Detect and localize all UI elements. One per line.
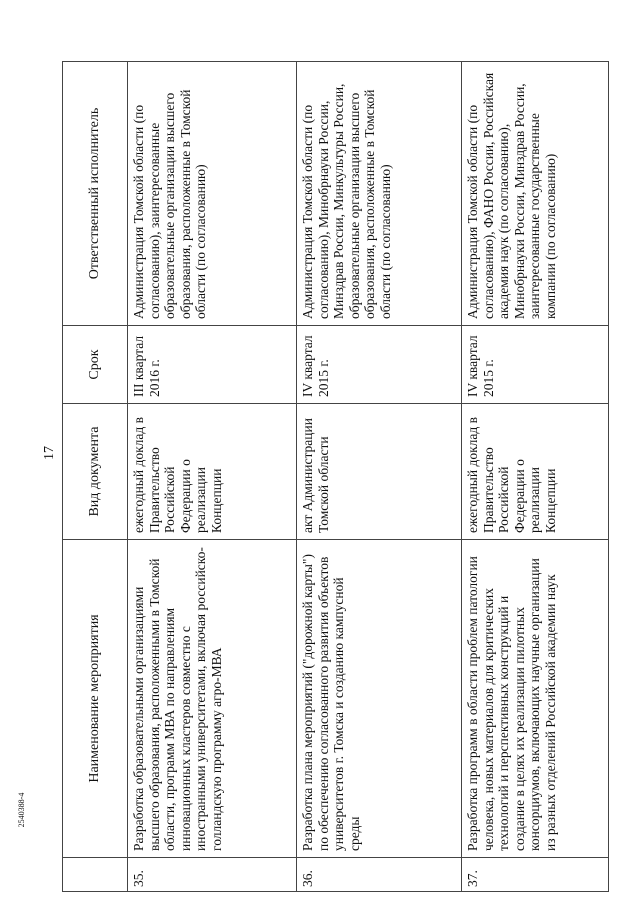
measure-name: Разработка программ в области проблем патологии человека, новых материалов для критических технологий и перспективных конструкций и создание в целях их реализации пилотных консорциумов, включающих научные организации из разных отделений Российской академии наук [462, 540, 609, 858]
header-num [63, 858, 128, 892]
responsible-executor: Администрация Томской области (по согласованию), ФАНО России, Российская академия наук (по согласованию), Минобрнауки России, Минздрав России, заинтересованные государственные компании (по согласованию) [462, 62, 609, 326]
header-term: Срок [63, 326, 128, 404]
header-responsible: Ответственный исполнитель [63, 62, 128, 326]
row-number: 37. [462, 858, 609, 892]
page-number: 17 [42, 446, 57, 460]
table-row [462, 62, 609, 892]
document-code: 2540388-4 [17, 792, 26, 828]
table-rotation-frame [62, 62, 592, 892]
rotated-table-sheet [62, 62, 592, 892]
term: IV квартал 2015 г. [462, 326, 609, 404]
row-number: 35. [128, 858, 297, 892]
document-type: ежегодный доклад в Правительство Российской Федерации о реализации Концепции [128, 404, 297, 540]
responsible-executor: Администрация Томской области (по согласованию), Минобрнауки России, Минздрав России, Минкультуры России, образовательные организации высшего образования, расположенные в Томской области (по согласованию) [297, 62, 462, 326]
measure-name: Разработка образовательными организациями высшего образования, расположенными в Томской области, программ МВА по направлениям инновационных кластеров совместно с иностранными университетами, включая российско-голландскую программу агро-МВА [128, 540, 297, 858]
row-number: 36. [297, 858, 462, 892]
table-row [128, 62, 297, 892]
term: III квартал 2016 г. [128, 326, 297, 404]
term: IV квартал 2015 г. [297, 326, 462, 404]
responsible-executor: Администрация Томской области (по согласованию), заинтересованные образовательные организации высшего образования, расположенные в Томской области (по согласованию) [128, 62, 297, 326]
header-doc-type: Вид документа [63, 404, 128, 540]
document-type: акт Администрации Томской области [297, 404, 462, 540]
table-row [297, 62, 462, 892]
document-type: ежегодный доклад в Правительство Российской Федерации о реализации Концепции [462, 404, 609, 540]
measures-table [62, 61, 609, 892]
header-name: Наименование мероприятия [63, 540, 128, 858]
table-header-row [63, 62, 128, 892]
measure-name: Разработка плана мероприятий ("дорожной карты") по обеспечению согласованного развития объектов университетов г. Томска и созданию кампусной среды [297, 540, 462, 858]
